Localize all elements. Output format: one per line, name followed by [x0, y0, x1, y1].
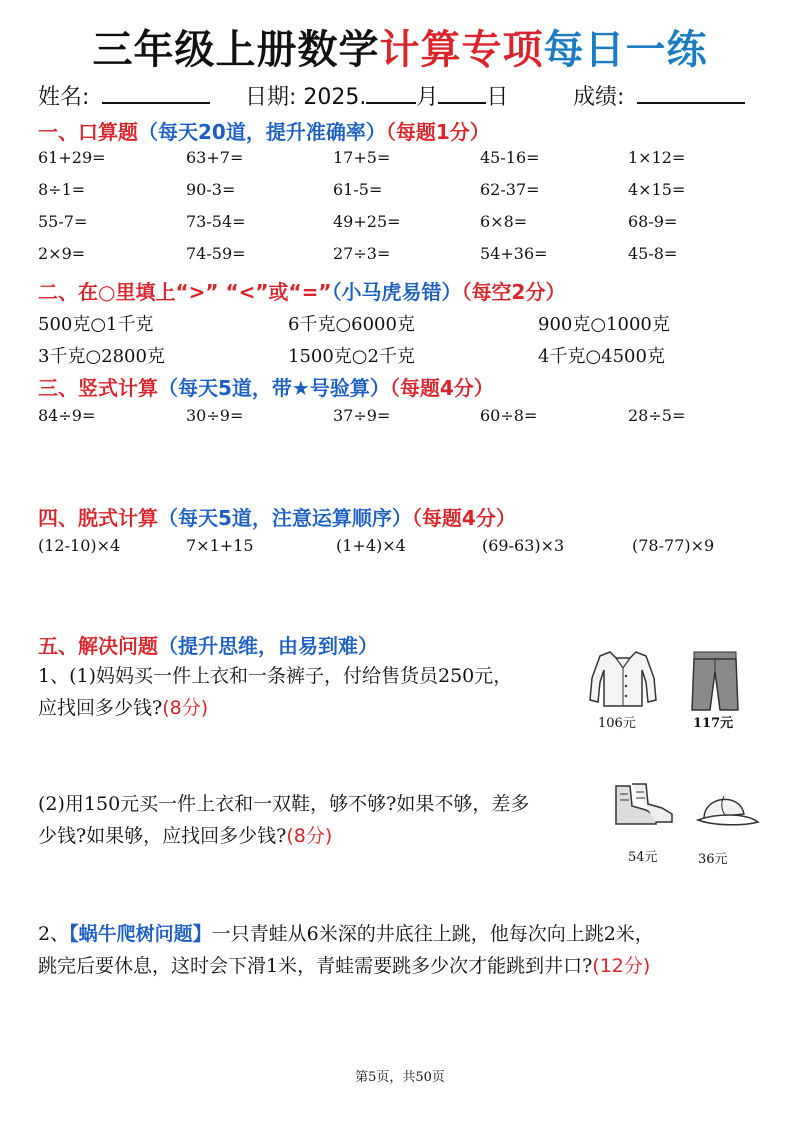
oral-question: 74-59= [186, 244, 246, 263]
oral-question: 1×12= [628, 148, 686, 167]
step-question: (78-77)×9 [632, 536, 715, 555]
oral-question: 62-37= [480, 180, 540, 199]
problem-1-1: 1、(1)妈妈买一件上衣和一条裤子，付给售货员250元， 应找回多少钱?(8分) [38, 665, 513, 719]
cap-price: 36元 [698, 852, 728, 867]
vertical-question: 30÷9= [186, 406, 244, 425]
oral-question: 54+36= [480, 244, 548, 263]
vertical-question: 28÷5= [628, 406, 686, 425]
pants-price: 117元 [693, 716, 734, 731]
compare-question: 500克○1千克 [38, 314, 154, 335]
pants-image [690, 650, 740, 716]
oral-question: 55-7= [38, 212, 88, 231]
vertical-question: 60÷8= [480, 406, 538, 425]
oral-question: 27÷3= [333, 244, 391, 263]
section3-header: 三、竖式计算（每天5道，带★号验算）（每题4分） [38, 376, 494, 400]
page-number: 第5页，共50页 [355, 1070, 445, 1085]
oral-question: 68-9= [628, 212, 678, 231]
cap-image [694, 788, 760, 834]
section2-header: 二、在○里填上“>” “<”或“=”（小马虎易错）（每空2分） [38, 280, 566, 304]
section1-header: 一、口算题（每天20道，提升准确率）（每题1分） [38, 120, 490, 144]
shirt-image [588, 648, 658, 714]
oral-question: 45-8= [628, 244, 678, 263]
vertical-question: 84÷9= [38, 406, 96, 425]
problem-1-2: (2)用150元买一件上衣和一双鞋，够不够?如果不够，差多 少钱?如果够，应找回多少钱?(8分) [38, 793, 530, 847]
compare-question: 3千克○2800克 [38, 346, 165, 367]
oral-question: 73-54= [186, 212, 246, 231]
oral-question: 6×8= [480, 212, 528, 231]
problem-2: 2、【蜗牛爬树问题】一只青蛙从6米深的井底往上跳，他每次向上跳2米， 跳完后要休息，这时会下滑1米，青蛙需要跳多少次才能跳到井口?(12分) [38, 923, 654, 977]
page-title: 三年级上册数学计算专项每日一练 [92, 27, 708, 73]
shoes-price: 54元 [628, 850, 658, 865]
oral-question: 49+25= [333, 212, 401, 231]
compare-question: 900克○1000克 [538, 314, 670, 335]
oral-question: 63+7= [186, 148, 244, 167]
vertical-question: 37÷9= [333, 406, 391, 425]
compare-question: 4千克○4500克 [538, 346, 665, 367]
name-field[interactable]: 姓名: [38, 80, 210, 111]
oral-question: 4×15= [628, 180, 686, 199]
oral-question: 90-3= [186, 180, 236, 199]
oral-question: 8÷1= [38, 180, 86, 199]
compare-question: 6千克○6000克 [288, 314, 415, 335]
score-field[interactable]: 成绩: [573, 80, 745, 111]
oral-question: 17+5= [333, 148, 391, 167]
step-question: (69-63)×3 [482, 536, 565, 555]
step-question: 7×1+15 [186, 536, 254, 555]
oral-question: 45-16= [480, 148, 540, 167]
oral-question: 61+29= [38, 148, 106, 167]
oral-question: 61-5= [333, 180, 383, 199]
section5-header: 五、解决问题（提升思维，由易到难） [38, 634, 378, 658]
step-question: (12-10)×4 [38, 536, 121, 555]
shirt-price: 106元 [598, 716, 636, 731]
compare-question: 1500克○2千克 [288, 346, 415, 367]
oral-question: 2×9= [38, 244, 86, 263]
step-question: (1+4)×4 [336, 536, 406, 555]
date-field[interactable]: 日期: 2025. 月 日 [245, 80, 508, 111]
section4-header: 四、脱式计算（每天5道，注意运算顺序）（每题4分） [38, 506, 516, 530]
shoes-image [612, 782, 674, 832]
